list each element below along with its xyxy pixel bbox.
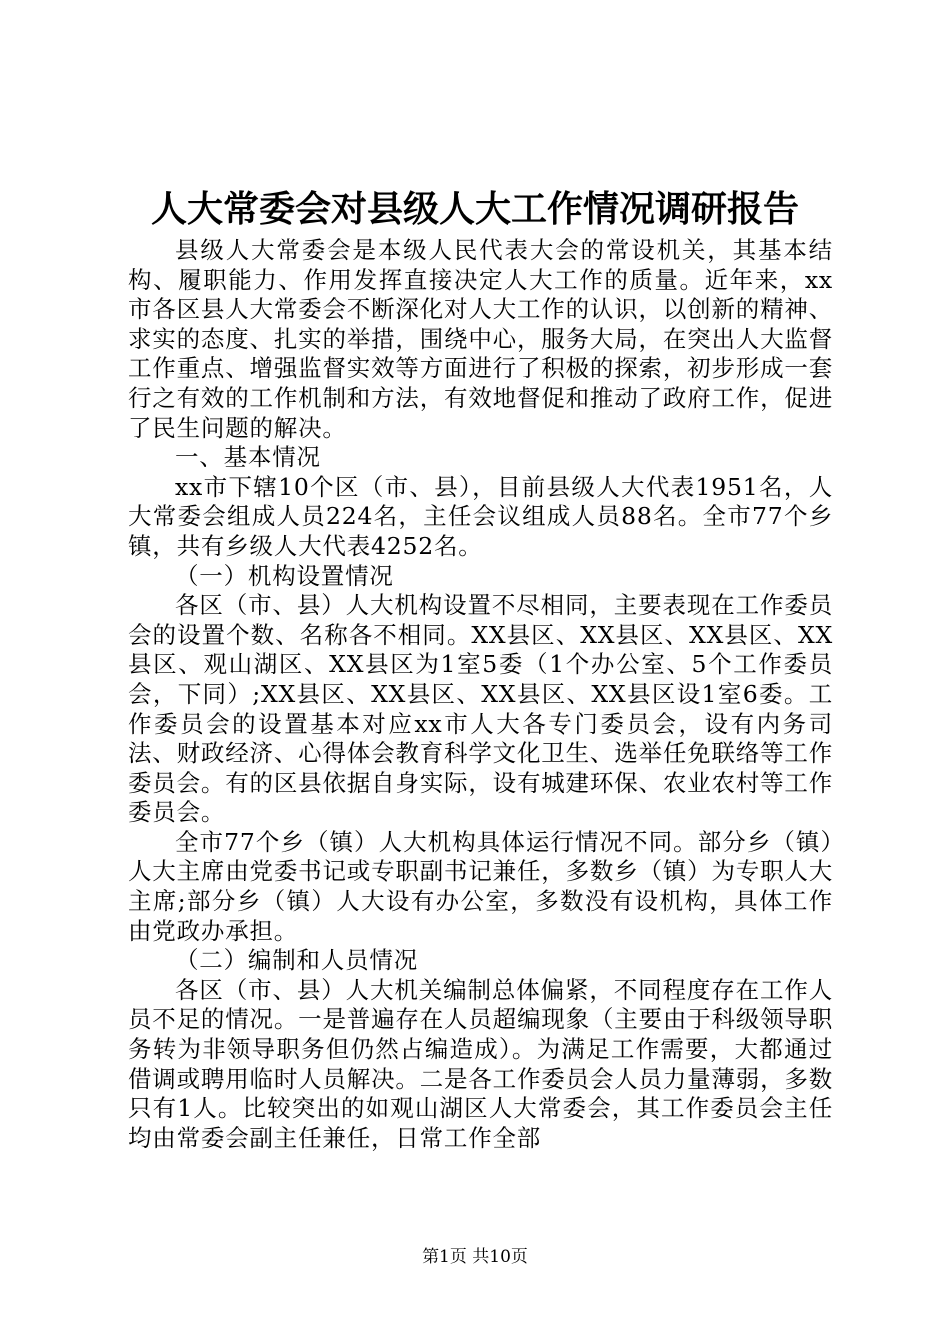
document-title: 人大常委会对县级人大工作情况调研报告 (150, 188, 799, 230)
subsection-heading-organization: （一）机构设置情况 (175, 561, 394, 590)
paragraph-organization: 各区（市、县）人大机构设置不尽相同，主要表现在工作委员会的设置个数、名称各不相同。XX县区、XX县区、XX县区、XX县区、观山湖区、XX县区为1室5委（1个办公室、5个工作委员会，下同）;XX县区、XX县区、XX县区、XX县区设1室6委。工作委员会的设置基本对应xx市人大各专门委员会，设有内务司法、财政经济、心得体会教育科学文化卫生、选举任免联络等工作委员会。有的区县依据自身实际，设有城建环保、农业农村等工作委员会。 (128, 591, 833, 827)
paragraph-basic-stats: xx市下辖10个区（市、县），目前县级人大代表1951名，人大常委会组成人员224名，主任会议组成人员88名。全市77个乡镇，共有乡级人大代表4252名。 (128, 472, 833, 560)
paragraph-staffing: 各区（市、县）人大机关编制总体偏紧，不同程度存在工作人员不足的情况。一是普遍存在人员超编现象（主要由于科级领导职务转为非领导职务但仍然占编造成）。为满足工作需要，大都通过借调或聘用临时人员解决。二是各工作委员会人员力量薄弱，多数只有1人。比较突出的如观山湖区人大常委会，其工作委员会主任均由常委会副主任兼任，日常工作全部 (128, 975, 833, 1152)
paragraph-intro: 县级人大常委会是本级人民代表大会的常设机关，其基本结构、履职能力、作用发挥直接决定人大工作的质量。近年来，xx市各区县人大常委会不断深化对人大工作的认识，以创新的精神、求实的态度、扎实的举措，围绕中心，服务大局，在突出人大监督工作重点、增强监督实效等方面进行了积极的探索，初步形成一套行之有效的工作机制和方法，有效地督促和推动了政府工作，促进了民生问题的解决。 (128, 236, 833, 442)
section-heading-basic: 一、基本情况 (175, 443, 321, 472)
document-body (128, 236, 833, 1153)
subsection-heading-staffing: （二）编制和人员情况 (175, 946, 418, 975)
page-number-footer: 第1页 共10页 (422, 1247, 528, 1267)
paragraph-township: 全市77个乡（镇）人大机构具体运行情况不同。部分乡（镇）人大主席由党委书记或专职副书记兼任，多数乡（镇）为专职人大主席;部分乡（镇）人大设有办公室，多数没有设机构，具体工作由党政办承担。 (128, 827, 833, 945)
